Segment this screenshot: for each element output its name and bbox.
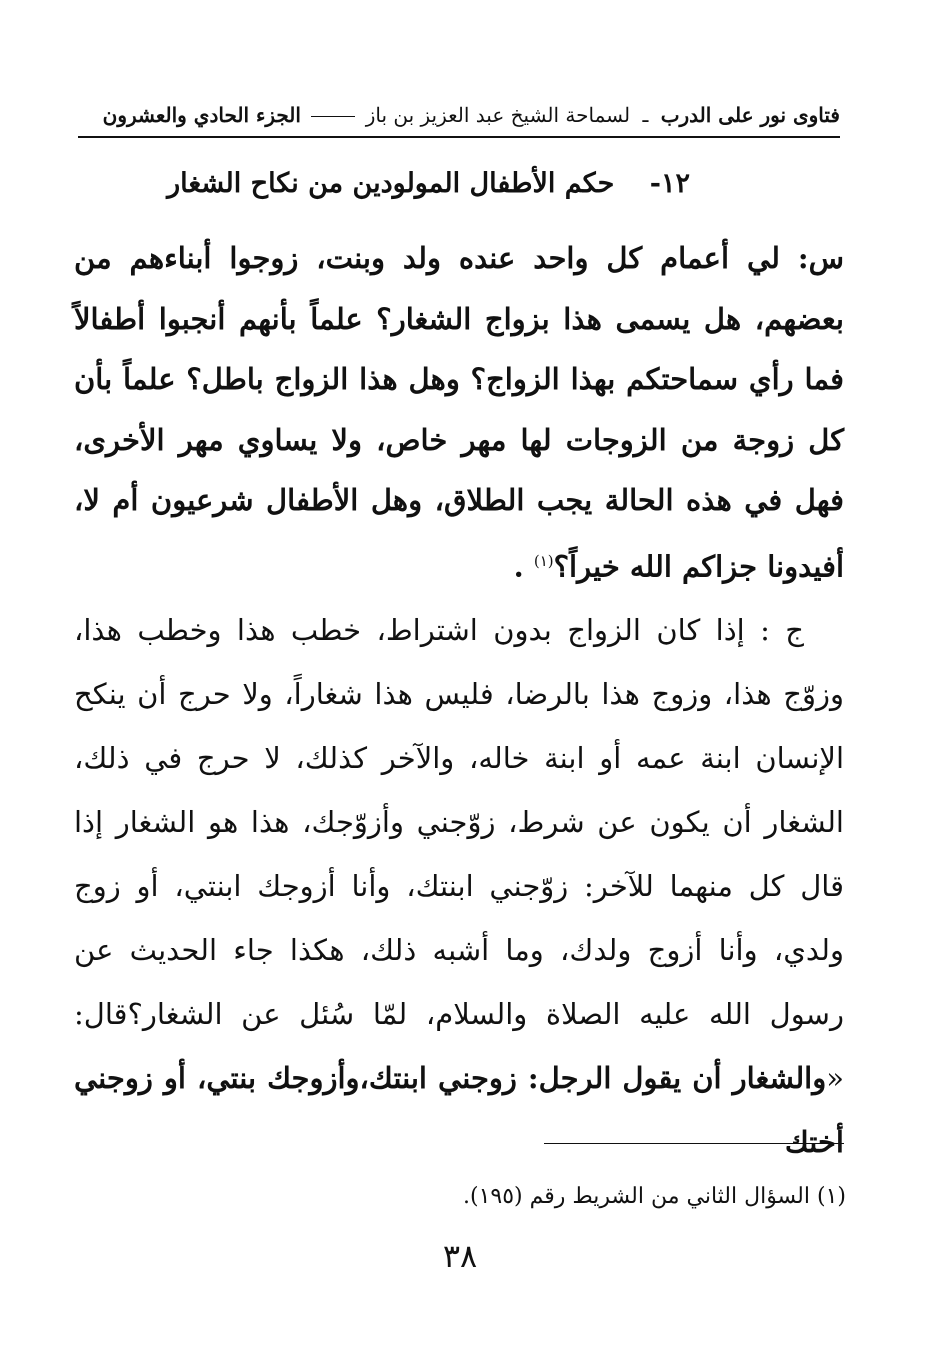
page-number: ٣٨ xyxy=(442,1237,478,1275)
question-paragraph xyxy=(74,228,844,592)
header-separator: ـ xyxy=(642,103,649,127)
footnote-reference: (١) xyxy=(533,551,554,570)
running-header xyxy=(78,100,840,138)
question-end: . xyxy=(513,549,534,584)
section-number: ١٢- xyxy=(649,168,690,199)
header-volume: الجزء الحادي والعشرون xyxy=(102,103,301,127)
section-heading xyxy=(150,160,690,208)
header-author: لسماحة الشيخ عبد العزيز بن باز xyxy=(365,103,631,127)
footnote: (١) السؤال الثاني من الشريط رقم (١٩٥). xyxy=(463,1184,846,1209)
answer-hadith: والشغار أن يقول الرجل: زوجني ابنتك،وأزوجك بنتي، أو زوجني أختك xyxy=(74,1061,844,1159)
question-text: س: لي أعمام كل واحد عنده ولد وبنت، زوجوا أبناءهم من بعضهم، هل يسمى هذا بزواج الشغار؟ علماً بأنهم أنجبوا أطفالاً فما رأي سماحتكم بهذا الزواج؟ وهل هذا الزواج باطل؟ علماً بأن كل زوجة من الزوجات لها مهر خاص، ولا يساوي مهر الأخرى، فهل في هذه الحالة يجب الطلاق، وهل الأطفال شرعيون أم لا، أفيدونا جزاكم الله خيراً؟ xyxy=(74,241,844,584)
header-dash-line xyxy=(311,116,355,117)
answer-paragraph xyxy=(74,598,844,1159)
section-title: حكم الأطفال المولودين من نكاح الشغار xyxy=(167,168,615,199)
header-book-title: فتاوى نور على الدرب xyxy=(660,103,840,127)
answer-text: ج : إذا كان الزواج بدون اشتراط، خطب هذا وخطب هذا، وزوّج هذا، وزوج هذا بالرضا، فليس هذا شغاراً، ولا حرج أن ينكح الإنسان ابنة عمه أو ابنة خاله، والآخر كذلك، لا حرج في ذلك، الشغار أن يكون عن شرط، زوّجني وأزوّجك، هذا هو الشغار إذا قال كل منهما للآخر: زوّجني ابنتك، وأنا أزوجك ابنتي، أو زوج ولدي، وأنا أزوج ولدك، وما أشبه ذلك، هكذا جاء الحديث عن رسول الله عليه الصلاة والسلام، لمّا سُئل عن الشغار؟قال: « xyxy=(74,613,844,1095)
footnote-divider xyxy=(544,1143,844,1144)
